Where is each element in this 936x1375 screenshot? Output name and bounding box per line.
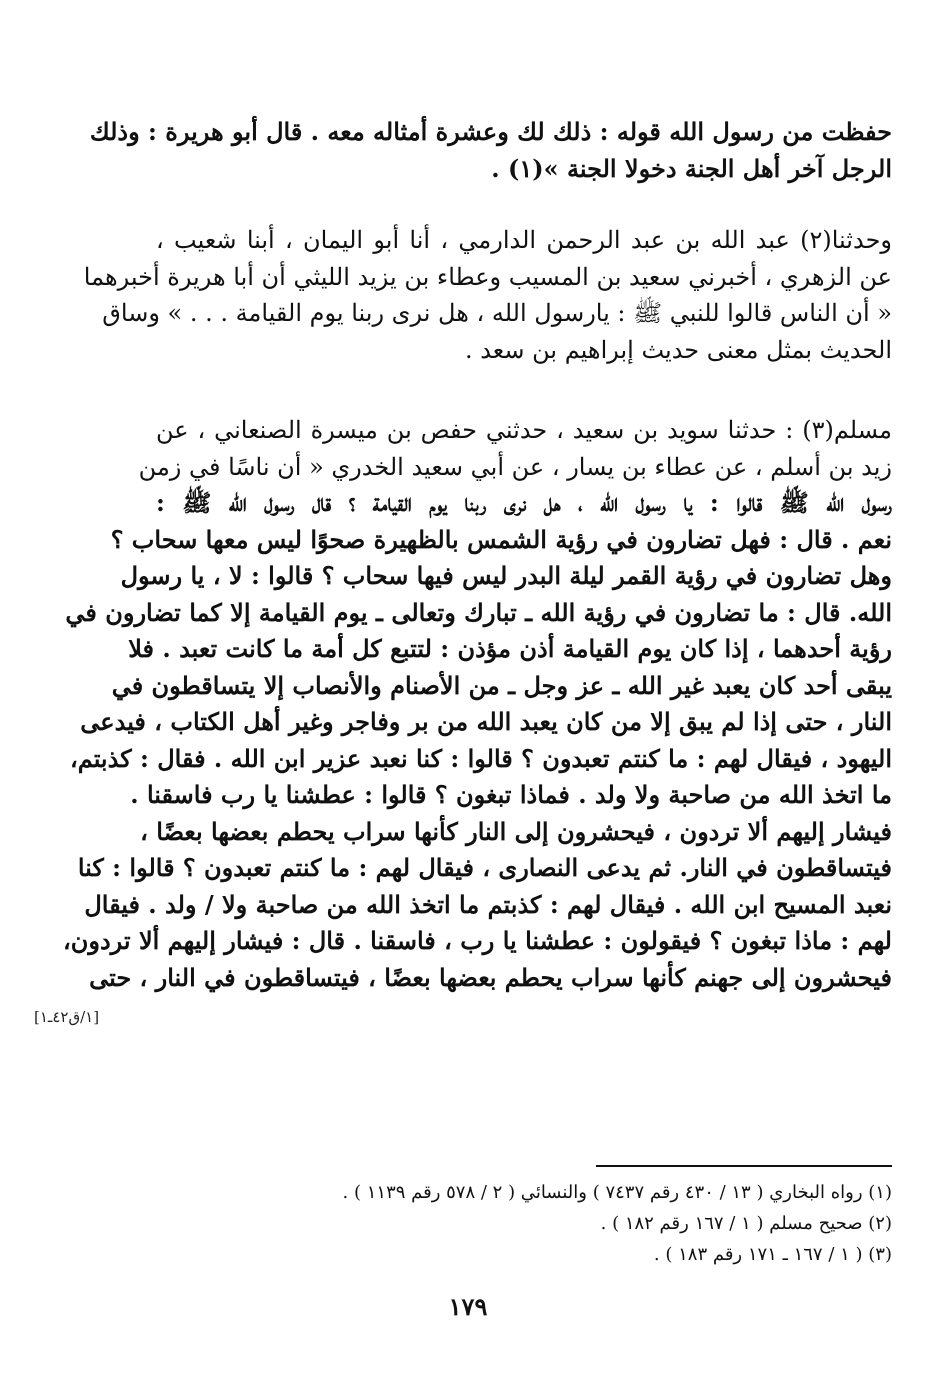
text-line: عن الزهري ، أخبرني سعيد بن المسيب وعطاء بن يزيد الليثي أن أبا هريرة أخبرهما [83,262,892,291]
footnote: (١) رواه البخاري ( ١٣ / ٤٣٠ رقم ٧٤٣٧ ) والنسائي ( ٢ / ٥٧٨ رقم ١١٣٩ ) . [342,1182,892,1203]
text-line: رسول الله ﷺ قالوا : يا رسول الله ، هل نرى ربنا يوم القيامة ؟ قال رسول الله ﷺ : [156,488,892,517]
text-line: لهم : ماذا تبغون ؟ فيقولون : عطشنا يا رب ، فاسقنا . قال : فيشار إليهم ألا تردون، [63,926,892,955]
text-line: حفظت من رسول الله قوله : ذلك لك وعشرة أمثاله معه . قال أبو هريرة : وذلك [89,117,892,146]
paragraph-1 [89,114,892,187]
text-line: الله. قال : ما تضارون في رؤية الله ـ تبارك وتعالى ـ يوم القيامة إلا كما تضارون في [65,597,892,627]
text-line: زيد بن أسلم ، عن عطاء بن يسار ، عن أبي سعيد الخدري « أن ناسًا في زمن [138,452,892,481]
footnote-divider [596,1165,892,1167]
manuscript-margin-reference: [١/ق٤٢ـ١] [34,1008,100,1026]
text-line: فيتساقطون في النار. ثم يدعى النصارى ، فيقال لهم : ما كنتم تعبدون ؟ قالوا : كنا [77,853,892,882]
footnote: (٢) صحيح مسلم ( ١ / ١٦٧ رقم ١٨٢ ) . [600,1213,892,1234]
text-line: وهل تضارون في رؤية القمر ليلة البدر ليس فيها سحاب ؟ قالوا : لا ، يا رسول [120,561,892,590]
text-line: فيشار إليهم ألا تردون ، فيحشرون إلى النار كأنها سراب يحطم بعضها بعضًا ، [140,816,892,846]
text-line: نعم . قال : فهل تضارون في رؤية الشمس بالظهيرة صحوًا ليس معها سحاب ؟ [110,524,892,554]
text-line: الرجل آخر أهل الجنة دخولا الجنة »(١) . [491,153,892,183]
paragraph-3 [63,412,892,996]
footnotes [156,1177,892,1270]
text-line: النار ، حتى إذا لم يبق إلا من كان يعبد الله من بر وفاجر وغير أهل الكتاب ، فيدعى [80,707,892,736]
paragraph-2 [83,222,892,368]
text-line: رؤية أحدهما ، إذا كان يوم القيامة أذن مؤذن : لتتبع كل أمة ما كانت تعبد . فلا [128,634,892,663]
text-line: الحديث بمثل معنى حديث إبراهيم بن سعد . [464,335,892,364]
text-line: ما اتخذ الله من صاحبة ولا ولد . فماذا تبغون ؟ قالوا : عطشنا يا رب فاسقنا . [130,780,892,809]
text-line: يبقى أحد كان يعبد غير الله ـ عز وجل ـ من الأصنام والأنصاب إلا يتساقطون في [111,670,892,700]
text-line: وحدثنا(٢) عبد الله بن عبد الرحمن الدارمي ، أنا أبو اليمان ، أبنا شعيب ، [156,226,892,254]
text-line: فيحشرون إلى جهنم كأنها سراب يحطم بعضها بعضًا ، فيتساقطون في النار ، حتى [89,962,892,992]
text-line: مسلم(٣) : حدثنا سويد بن سعيد ، حدثني حفص بن ميسرة الصنعاني ، عن [156,416,892,444]
footnote: (٣) ( ١ / ١٦٧ ـ ١٧١ رقم ١٨٣ ) . [653,1244,892,1265]
text-line: « أن الناس قالوا للنبي ﷺ : يارسول الله ، هل نرى ربنا يوم القيامة . . . » وساق [102,299,892,327]
text-line: اليهود ، فيقال لهم : ما كنتم تعبدون ؟ قالوا : كنا نعبد عزير ابن الله . فقال : كذبتم، [69,743,892,773]
page-number: ١٧٩ [448,1292,488,1321]
text-line: نعبد المسيح ابن الله . فيقال لهم : كذبتم ما اتخذ الله من صاحبة ولا / ولد . فيقال [84,889,892,919]
